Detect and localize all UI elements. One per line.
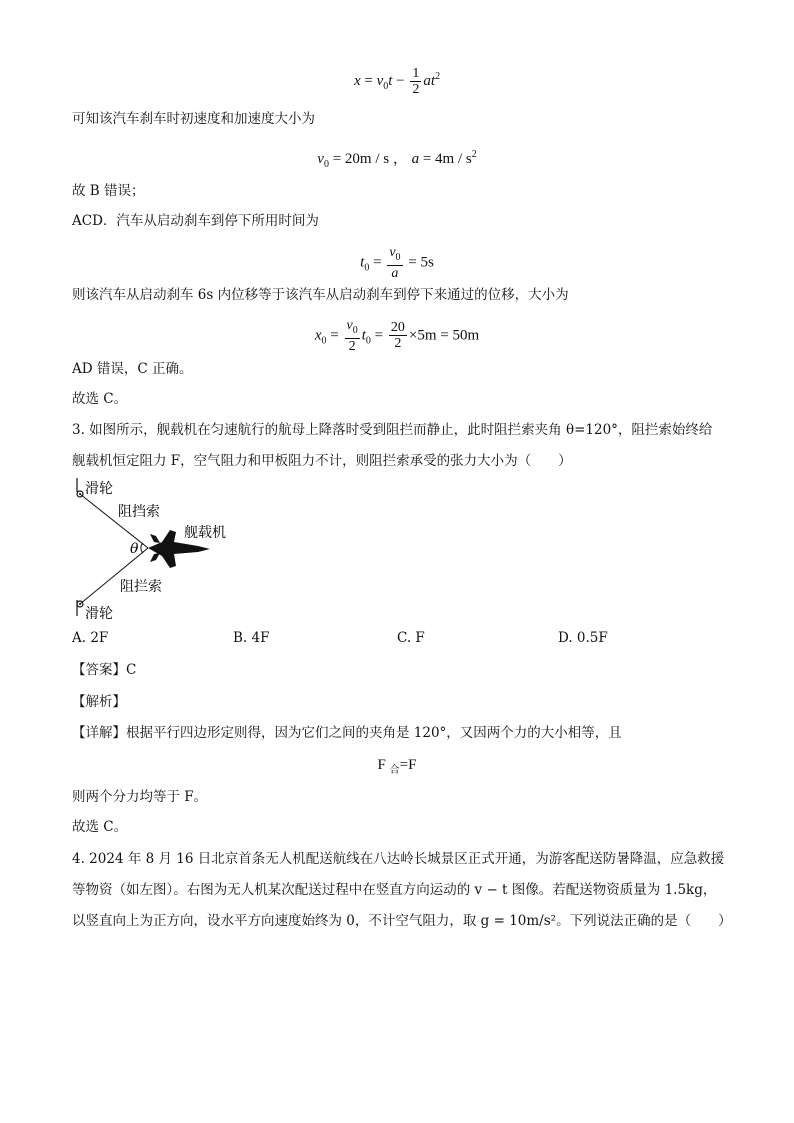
top-rope [80, 494, 148, 548]
option-b: B. 4F [233, 630, 270, 646]
arrester-diagram [70, 476, 250, 626]
bottom-pulley-label: 滑轮 [85, 606, 113, 622]
text-line-6: 故选 C。 [72, 391, 128, 407]
bottom-rope-label: 阻拦索 [120, 579, 162, 595]
question-3-line-1: 3. 如图所示，舰载机在匀速航行的航母上降落时受到阻拦而静止，此时阻拦索夹角 θ=120°，阻拦索始终给 [72, 422, 713, 438]
text-line-2: 故 B 错误； [72, 183, 145, 199]
formula-distance: $x_0$ = $\frac{v_0}{2}$ $t_0$ = $\frac{20}{2}$ ×5m = 50m [314, 318, 480, 354]
question-4-line-2: 等物资（如左图）。右图为无人机某次配送过程中在竖直方向运动的 v − t 图像。若配送物资质量为 1.5kg， [72, 882, 717, 898]
question-4-line-3: 以竖直向上为正方向，设水平方向速度始终为 0，不计空气阻力，取 g = 10m/s²。下列说法正确的是（ ） [72, 913, 732, 929]
plane-label: 舰载机 [184, 525, 226, 541]
top-rope-label: 阻挡索 [118, 504, 160, 520]
option-d: D. 0.5F [558, 630, 608, 646]
formula-initial-values: $v_0 = 20m / s$ ， $a = 4m / s^2$ [317, 149, 477, 170]
theta-label: θ [130, 541, 139, 557]
angle-arc [141, 543, 143, 553]
text-line-3: ACD．汽车从启动刹车到停下所用时间为 [72, 213, 319, 229]
formula-stop-time: $t_0$ = $\frac{v_0}{a}$ = 5s [360, 245, 434, 281]
question-3-line-2: 舰载机恒定阻力 F，空气阻力和甲板阻力不计，则阻拦索承受的张力大小为（ ） [72, 453, 572, 469]
text-line-1: 可知该汽车刹车时初速度和加速度大小为 [72, 111, 315, 127]
analysis-label: 【解析】 [72, 694, 126, 710]
text-line-8: 故选 C。 [72, 819, 128, 835]
question-4-line-1: 4. 2024 年 8 月 16 日北京首条无人机配送航线在八达岭长城景区正式开通，为游客配送防暑降温，应急救援 [72, 851, 725, 867]
detail-line: 【详解】根据平行四边形定则得，因为它们之间的夹角是 120°，又因两个力的大小相等，且 [72, 725, 622, 741]
text-line-5: AD 错误，C 正确。 [72, 361, 193, 377]
answer-label: 【答案】C [72, 662, 137, 678]
formula-displacement: $x = v_0t$ − $\frac{1}{2}$ $at^2$ [353, 66, 441, 97]
option-a: A. 2F [72, 630, 109, 646]
formula-resultant: F $_合$=F [377, 757, 417, 776]
text-line-4: 则该汽车从启动刹车 6s 内位移等于该汽车从启动刹车到停下来通过的位移，大小为 [72, 287, 569, 303]
option-c: C. F [397, 630, 425, 646]
text-line-7: 则两个分力均等于 F。 [72, 789, 208, 805]
top-pulley-label: 滑轮 [85, 481, 113, 497]
